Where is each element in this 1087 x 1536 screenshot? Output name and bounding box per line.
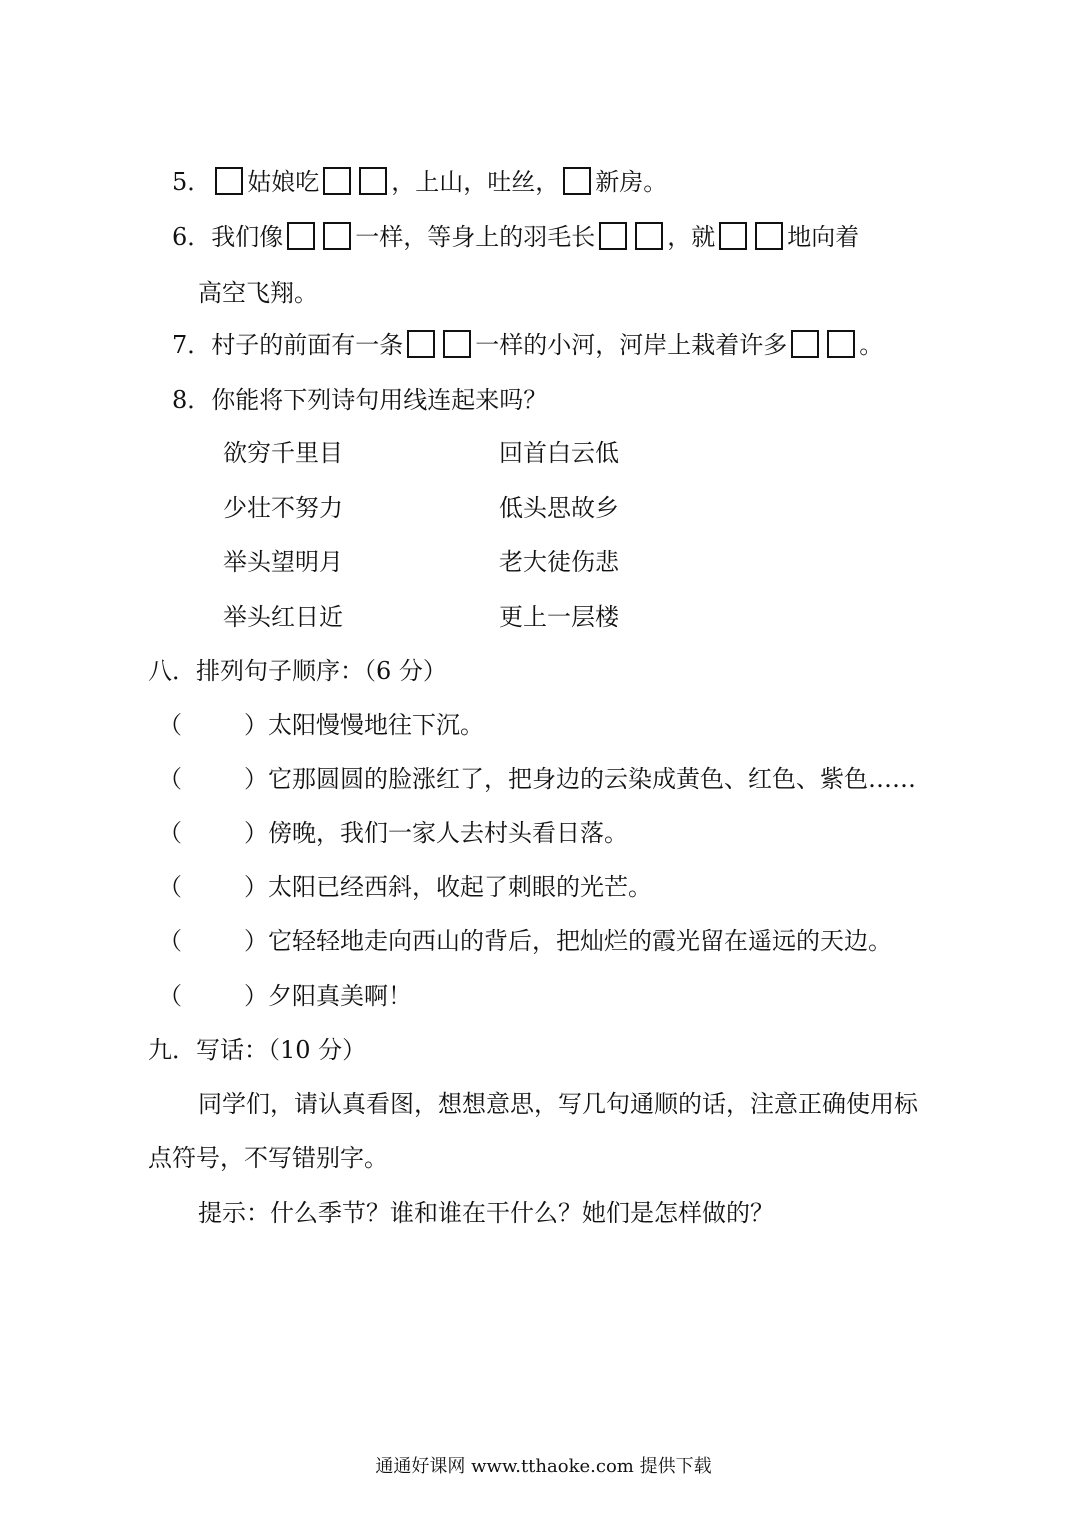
blank-box[interactable] — [791, 330, 819, 358]
question-text: 姑娘吃 — [247, 168, 320, 196]
section-9-hint: 提示：什么季节？谁和谁在干什么？她们是怎样做的？ — [198, 1199, 774, 1227]
section-9-instructions: 同学们，请认真看图，想想意思，写几句通顺的话，注意正确使用标 — [198, 1090, 918, 1118]
poem-right[interactable]: 更上一层楼 — [499, 603, 619, 631]
question-8 — [172, 383, 547, 417]
question-text: 你能将下列诗句用线连起来吗？ — [211, 386, 548, 414]
question-text: 新房。 — [595, 168, 668, 196]
order-item: （ ）夕阳真美啊！ — [158, 979, 412, 1013]
poem-left[interactable]: 举头红日近 — [223, 603, 343, 631]
question-6-continuation: 高空飞翔。 — [198, 279, 318, 307]
order-item: （ ）太阳已经西斜，收起了刺眼的光芒。 — [158, 870, 652, 904]
poem-right[interactable]: 老大徒伤悲 — [499, 548, 619, 576]
order-input[interactable]: （ — [158, 982, 182, 1010]
question-text: 村子的前面有一条 — [211, 331, 404, 359]
order-item: （ ）它那圆圆的脸涨红了，把身边的云染成黄色、红色、紫色…… — [158, 762, 916, 796]
blank-box[interactable] — [755, 222, 783, 250]
poem-left[interactable]: 欲穷千里目 — [223, 439, 343, 467]
blank-box[interactable] — [599, 222, 627, 250]
order-input[interactable]: （ — [158, 765, 182, 793]
question-text: 地向着 — [787, 223, 860, 251]
question-6 — [172, 220, 859, 254]
question-text: ，就 — [667, 223, 716, 251]
question-text: 我们像 — [211, 223, 284, 251]
order-text: 它那圆圆的脸涨红了，把身边的云染成黄色、红色、紫色…… — [268, 765, 916, 793]
order-input[interactable]: （ — [158, 711, 182, 739]
question-text: 一样，等身上的羽毛长 — [355, 223, 596, 251]
order-item: （ ）它轻轻地走向西山的背后，把灿烂的霞光留在遥远的天边。 — [158, 924, 892, 958]
question-text: 一样的小河，河岸上栽着许多 — [475, 331, 788, 359]
question-number: 5． — [172, 168, 212, 196]
question-number: 8． — [172, 386, 212, 414]
blank-box[interactable] — [827, 330, 855, 358]
order-text: 傍晚，我们一家人去村头看日落。 — [268, 819, 628, 847]
question-text: ，上山，吐丝， — [391, 168, 560, 196]
blank-box[interactable] — [635, 222, 663, 250]
blank-box[interactable] — [215, 167, 243, 195]
blank-box[interactable] — [443, 330, 471, 358]
poem-right[interactable]: 回首白云低 — [499, 439, 619, 467]
blank-box[interactable] — [719, 222, 747, 250]
order-item: （ ）傍晚，我们一家人去村头看日落。 — [158, 816, 628, 850]
order-item: （ ）太阳慢慢地往下沉。 — [158, 708, 484, 742]
question-5 — [172, 165, 667, 199]
order-text: 夕阳真美啊！ — [268, 982, 412, 1010]
question-text: 。 — [859, 331, 884, 359]
order-input[interactable]: （ — [158, 819, 182, 847]
order-input[interactable]: （ — [158, 873, 182, 901]
section-8-title: 八．排列句子顺序：（6 分） — [148, 657, 447, 685]
blank-box[interactable] — [287, 222, 315, 250]
poem-left[interactable]: 举头望明月 — [223, 548, 343, 576]
question-number: 7． — [172, 331, 212, 359]
poem-right[interactable]: 低头思故乡 — [499, 494, 619, 522]
blank-box[interactable] — [323, 222, 351, 250]
question-number: 6． — [172, 223, 212, 251]
question-7 — [172, 328, 883, 362]
poem-left[interactable]: 少壮不努力 — [223, 494, 343, 522]
footer-credit: 通通好课网 www.tthaoke.com 提供下载 — [375, 1456, 712, 1477]
order-text: 太阳已经西斜，收起了刺眼的光芒。 — [268, 873, 652, 901]
order-text: 太阳慢慢地往下沉。 — [268, 711, 484, 739]
blank-box[interactable] — [407, 330, 435, 358]
blank-box[interactable] — [359, 167, 387, 195]
blank-box[interactable] — [563, 167, 591, 195]
blank-box[interactable] — [323, 167, 351, 195]
order-input[interactable]: （ — [158, 927, 182, 955]
order-text: 它轻轻地走向西山的背后，把灿烂的霞光留在遥远的天边。 — [268, 927, 892, 955]
section-9-instructions-cont: 点符号，不写错别字。 — [148, 1144, 388, 1172]
section-9-title: 九．写话：（10 分） — [148, 1036, 367, 1064]
